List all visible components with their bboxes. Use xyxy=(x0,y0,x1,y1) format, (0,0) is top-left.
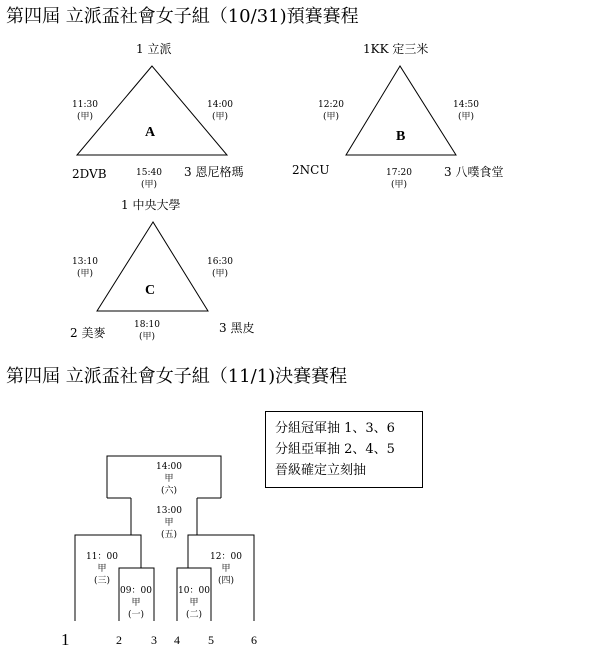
group-c-seed-2: 2 美麥 xyxy=(70,326,106,340)
match-time: 12:20 xyxy=(318,100,344,110)
match-court: (甲) xyxy=(211,112,229,122)
match-number: (三) xyxy=(93,576,111,586)
match-court: (甲) xyxy=(138,332,156,342)
group-b-seed-2: 2NCU xyxy=(292,163,330,177)
match-time: 15:40 xyxy=(136,168,162,178)
group-c-match-bottom xyxy=(127,319,167,343)
match-3-info xyxy=(82,551,122,587)
group-a-seed-1: 1 立派 xyxy=(136,42,172,56)
bracket-slot-4: 4 xyxy=(174,633,180,647)
match-number: (六) xyxy=(160,486,178,496)
match-court: (甲) xyxy=(457,112,475,122)
group-b-match-left xyxy=(311,99,351,123)
group-a-seed-3: 3 恩尼格瑪 xyxy=(184,165,244,179)
match-court: (甲) xyxy=(211,269,229,279)
bracket-slot-2: 2 xyxy=(116,633,122,647)
match-5-info xyxy=(149,505,189,541)
group-b-seed-1: 1KK 定三米 xyxy=(363,42,429,56)
match-time: 13:00 xyxy=(156,506,182,516)
group-a-match-right xyxy=(200,99,240,123)
match-court: (甲) xyxy=(76,112,94,122)
match-4-info xyxy=(206,551,246,587)
match-court: (甲) xyxy=(322,112,340,122)
match-time: 11:30 xyxy=(72,100,98,110)
group-a-label: A xyxy=(145,125,156,140)
group-c-match-left xyxy=(65,256,105,280)
group-c-seed-3: 3 黑皮 xyxy=(219,321,255,335)
match-time: 14:00 xyxy=(207,100,233,110)
match-2-info xyxy=(174,585,214,621)
match-court: (甲) xyxy=(76,269,94,279)
match-number: (五) xyxy=(160,530,178,540)
match-time: 18:10 xyxy=(134,320,160,330)
bracket-slot-6: 6 xyxy=(251,633,257,647)
bracket-slot-3: 3 xyxy=(151,633,157,647)
match-1-info xyxy=(116,585,156,621)
match-time: 11：00 xyxy=(86,552,118,562)
match-court: 甲 xyxy=(221,564,231,574)
bracket-slot-5: 5 xyxy=(208,633,214,647)
bracket-slot-1: 1 xyxy=(61,630,70,649)
group-a-match-bottom xyxy=(129,167,169,191)
match-court: 甲 xyxy=(164,474,174,484)
draw-note: 分組亞軍抽 2、4、5 xyxy=(275,442,395,457)
group-c-match-right xyxy=(200,256,240,280)
match-time: 09：00 xyxy=(120,586,152,596)
match-number: (二) xyxy=(185,610,203,620)
draw-notes-box xyxy=(265,411,423,488)
group-b-match-bottom xyxy=(379,167,419,191)
draw-note: 晉級確定立刻抽 xyxy=(275,463,367,478)
group-c-seed-1: 1 中央大學 xyxy=(121,198,181,212)
group-c-label: C xyxy=(145,283,156,298)
match-court: 甲 xyxy=(164,518,174,528)
draw-note: 分組冠軍抽 1、3、6 xyxy=(275,421,395,436)
match-court: 甲 xyxy=(189,598,199,608)
match-time: 17:20 xyxy=(386,168,412,178)
group-a-match-left xyxy=(65,99,105,123)
match-court: (甲) xyxy=(390,180,408,190)
match-time: 13:10 xyxy=(72,257,98,267)
group-a-seed-2: 2DVB xyxy=(72,167,107,181)
prelim-title: 第四屆 立派盃社會女子組（10/31)預賽賽程 xyxy=(6,6,359,27)
match-number: (一) xyxy=(127,610,145,620)
match-time: 10：00 xyxy=(178,586,210,596)
match-time: 14:50 xyxy=(453,100,479,110)
group-b-label: B xyxy=(396,129,406,144)
match-court: 甲 xyxy=(131,598,141,608)
match-time: 14:00 xyxy=(156,462,182,472)
match-6-info xyxy=(149,461,189,497)
finals-title: 第四屆 立派盃社會女子組（11/1)決賽賽程 xyxy=(6,366,348,387)
group-b-seed-3: 3 八噗食堂 xyxy=(444,165,504,179)
match-court: (甲) xyxy=(140,180,158,190)
match-time: 16:30 xyxy=(207,257,233,267)
group-b-match-right xyxy=(446,99,486,123)
match-time: 12：00 xyxy=(210,552,242,562)
match-court: 甲 xyxy=(97,564,107,574)
match-number: (四) xyxy=(217,576,235,586)
